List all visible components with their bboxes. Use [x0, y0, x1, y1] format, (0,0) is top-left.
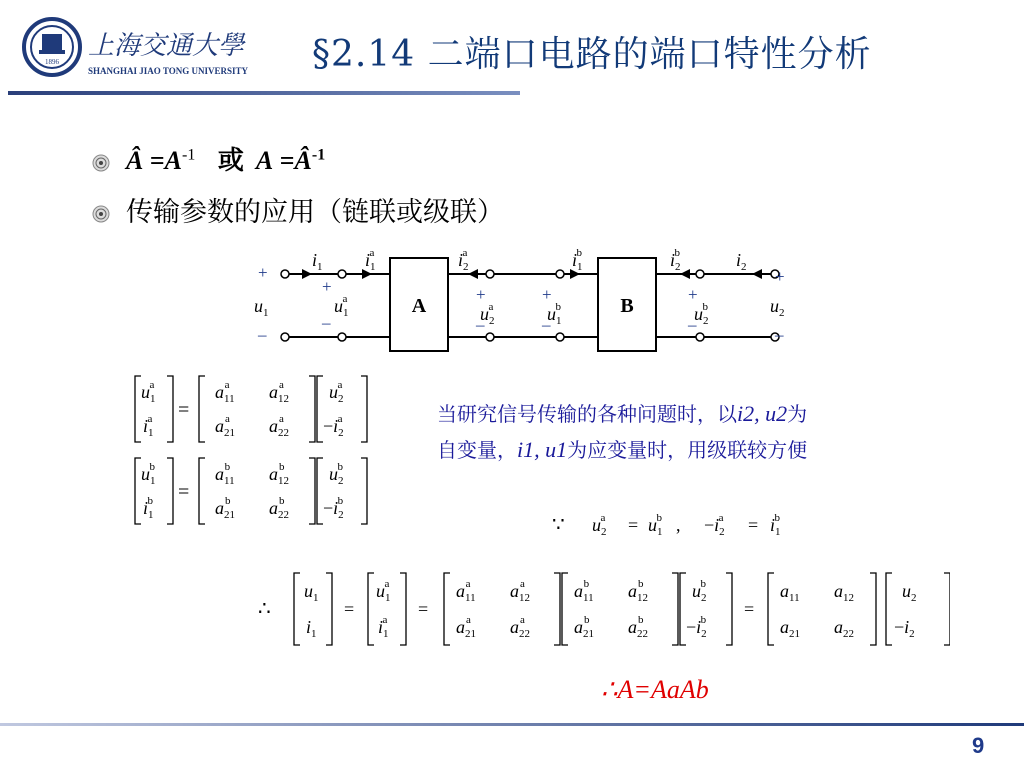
svg-text:a11b: $a_{11}b$: [574, 578, 594, 604]
svg-text:a12b: $a_{12}b$: [269, 461, 289, 487]
svg-text:i2: $i_2$: [736, 250, 747, 273]
plus-sign: +: [258, 263, 268, 282]
bullet-item-inverse-relation: [92, 140, 325, 177]
svg-text:a22b: $a_{22}b$: [628, 614, 648, 640]
current-arrow: [680, 269, 690, 279]
svg-text:i1: $i_1$: [306, 617, 317, 640]
university-logo: [22, 14, 252, 80]
svg-text:u2b: $u_2b$: [329, 461, 344, 487]
svg-text:i1b: $i_1b$: [572, 247, 583, 273]
svg-text:a12b: $a_{12}b$: [628, 578, 648, 604]
svg-text:u2a: $u_2a$: [480, 301, 495, 327]
a-hat-symbol-2: Â: [294, 146, 312, 175]
cascade-matrix-equations: [115, 372, 375, 545]
svg-text:a11a: $a_{11}a$: [456, 578, 476, 604]
svg-text:i2a: $i_2a$: [458, 247, 469, 273]
plus-sign: +: [322, 277, 332, 296]
svg-text:a22: $a_{22}$: [834, 617, 854, 640]
svg-text:i1: $i_1$: [312, 250, 323, 273]
svg-text:u2b: $u_2b$: [694, 301, 709, 327]
svg-text:a12a: $a_{12}a$: [510, 578, 530, 604]
svg-text:i1a: $i_1a$: [365, 247, 376, 273]
svg-text:=: =: [748, 515, 759, 535]
svg-text:a11: $a_{11}$: [780, 581, 800, 604]
note-line-1: 当研究信号传输的各种问题时，以i2, u2为: [437, 401, 808, 426]
or-word: 或: [217, 146, 244, 176]
box-a-label: A: [411, 295, 427, 317]
current-arrow: [752, 269, 762, 279]
minus-sign: –: [322, 313, 331, 332]
plus-sign: +: [476, 285, 486, 304]
terminal: [338, 270, 346, 278]
bullet-disc-icon: [92, 205, 110, 223]
svg-text:a21a: $a_{21}a$: [456, 614, 476, 640]
svg-text:u1b: $u_1b$: [648, 512, 663, 538]
terminal: [556, 270, 564, 278]
svg-text:u1b: $u_1b$: [141, 461, 156, 487]
svg-text:=: =: [178, 481, 190, 503]
svg-text:i1a: $i_1a$: [378, 614, 389, 640]
svg-text:∵: ∵: [552, 514, 565, 536]
cascade-circuit-diagram: [250, 242, 810, 359]
logo-english-name: SHANGHAI JIAO TONG UNIVERSITY: [88, 66, 248, 76]
svg-text:=: =: [344, 599, 355, 619]
minus-sign: –: [476, 315, 485, 334]
svg-text:u2a: $u_2a$: [592, 512, 607, 538]
svg-text:−i2a: $-i_2a$: [323, 413, 344, 439]
terminal: [281, 270, 289, 278]
svg-text:=: =: [418, 599, 429, 619]
equals-sign: =: [143, 146, 165, 175]
svg-text:u2a: $u_2a$: [329, 379, 344, 405]
svg-text:i1b: $i_1b$: [143, 495, 154, 521]
svg-text:−i2b: $-i_2b$: [686, 614, 707, 640]
svg-text:u1a: $u_1a$: [141, 379, 156, 405]
interface-condition-equation: [548, 505, 808, 550]
svg-text:i1b: $i_1b$: [770, 512, 781, 538]
svg-text:u1a: $u_1a$: [376, 578, 391, 604]
svg-text:u1: $u_1$: [304, 581, 319, 604]
terminal: [486, 333, 494, 341]
svg-text:=: =: [628, 515, 639, 535]
svg-text:a22a: $a_{22}a$: [269, 413, 289, 439]
equals-sign-2: =: [273, 146, 295, 175]
bullet-disc-icon: [92, 154, 110, 172]
inverse-superscript: -1: [182, 146, 196, 164]
svg-text:−i2b: $-i_2b$: [323, 495, 344, 521]
logo-year: 1896: [45, 58, 59, 66]
svg-text:,: ,: [676, 515, 681, 535]
plus-sign: +: [688, 285, 698, 304]
title-underline: [8, 91, 520, 95]
svg-text:=: =: [744, 599, 755, 619]
minus-sign: –: [775, 325, 784, 344]
svg-text:u1b: $u_1b$: [547, 301, 562, 327]
bullet-2-text: 传输参数的应用（链联或级联）: [126, 197, 504, 228]
terminal: [696, 333, 704, 341]
current-arrow: [468, 269, 478, 279]
svg-text:a22b: $a_{22}b$: [269, 495, 289, 521]
bullet-item-cascade-application: [92, 190, 504, 229]
minus-sign: –: [258, 325, 267, 344]
svg-text:a12a: $a_{12}a$: [269, 379, 289, 405]
svg-text:a21b: $a_{21}b$: [574, 614, 594, 640]
current-arrow: [302, 269, 312, 279]
svg-text:−i2: $-i_2$: [894, 617, 915, 640]
plus-sign: +: [775, 267, 785, 286]
terminal: [486, 270, 494, 278]
a-hat-symbol: Â: [126, 146, 144, 175]
box-b-label: B: [620, 295, 634, 317]
svg-text:a11b: $a_{11}b$: [215, 461, 235, 487]
terminal: [338, 333, 346, 341]
svg-text:u2: $u_2$: [770, 296, 785, 319]
svg-text:a21a: $a_{21}a$: [215, 413, 235, 439]
terminal: [281, 333, 289, 341]
logo-chinese-name: 上海交通大學: [88, 31, 245, 60]
slide-title: §2.14 二端口电路的端口特性分析: [312, 34, 872, 75]
page-number: 9: [972, 733, 985, 758]
minus-sign: –: [542, 315, 551, 334]
inverse-superscript-2: -1: [311, 146, 326, 164]
plus-sign: +: [542, 285, 552, 304]
a-symbol: A: [164, 146, 183, 175]
svg-text:a12: $a_{12}$: [834, 581, 854, 604]
svg-text:i1a: $i_1a$: [143, 413, 154, 439]
cascade-result-equation: [250, 565, 950, 660]
minus-sign: –: [688, 315, 697, 334]
svg-text:u1a: $u_1a$: [334, 293, 349, 319]
a-symbol-2: A: [255, 146, 274, 175]
note-line-2: 自变量，i1, u1为应变量时，用级联较方便: [437, 437, 808, 462]
svg-text:u1: $u_1$: [254, 296, 269, 319]
footer-rule: [0, 723, 1024, 726]
svg-text:a21b: $a_{21}b$: [215, 495, 235, 521]
terminal: [556, 333, 564, 341]
svg-text:i2b: $i_2b$: [670, 247, 681, 273]
terminal: [696, 270, 704, 278]
svg-text:∴: ∴: [258, 598, 271, 620]
cascade-explanation-note: [437, 396, 957, 468]
svg-text:=: =: [178, 399, 190, 421]
svg-text:u2b: $u_2b$: [692, 578, 707, 604]
svg-text:a22a: $a_{22}a$: [510, 614, 530, 640]
svg-text:a21: $a_{21}$: [780, 617, 800, 640]
svg-text:−i2a: $-i_2a$: [704, 512, 725, 538]
conclusion-equation: ∴A=AaAb: [601, 675, 709, 704]
svg-text:a11a: $a_{11}a$: [215, 379, 235, 405]
svg-text:u2: $u_2$: [902, 581, 917, 604]
